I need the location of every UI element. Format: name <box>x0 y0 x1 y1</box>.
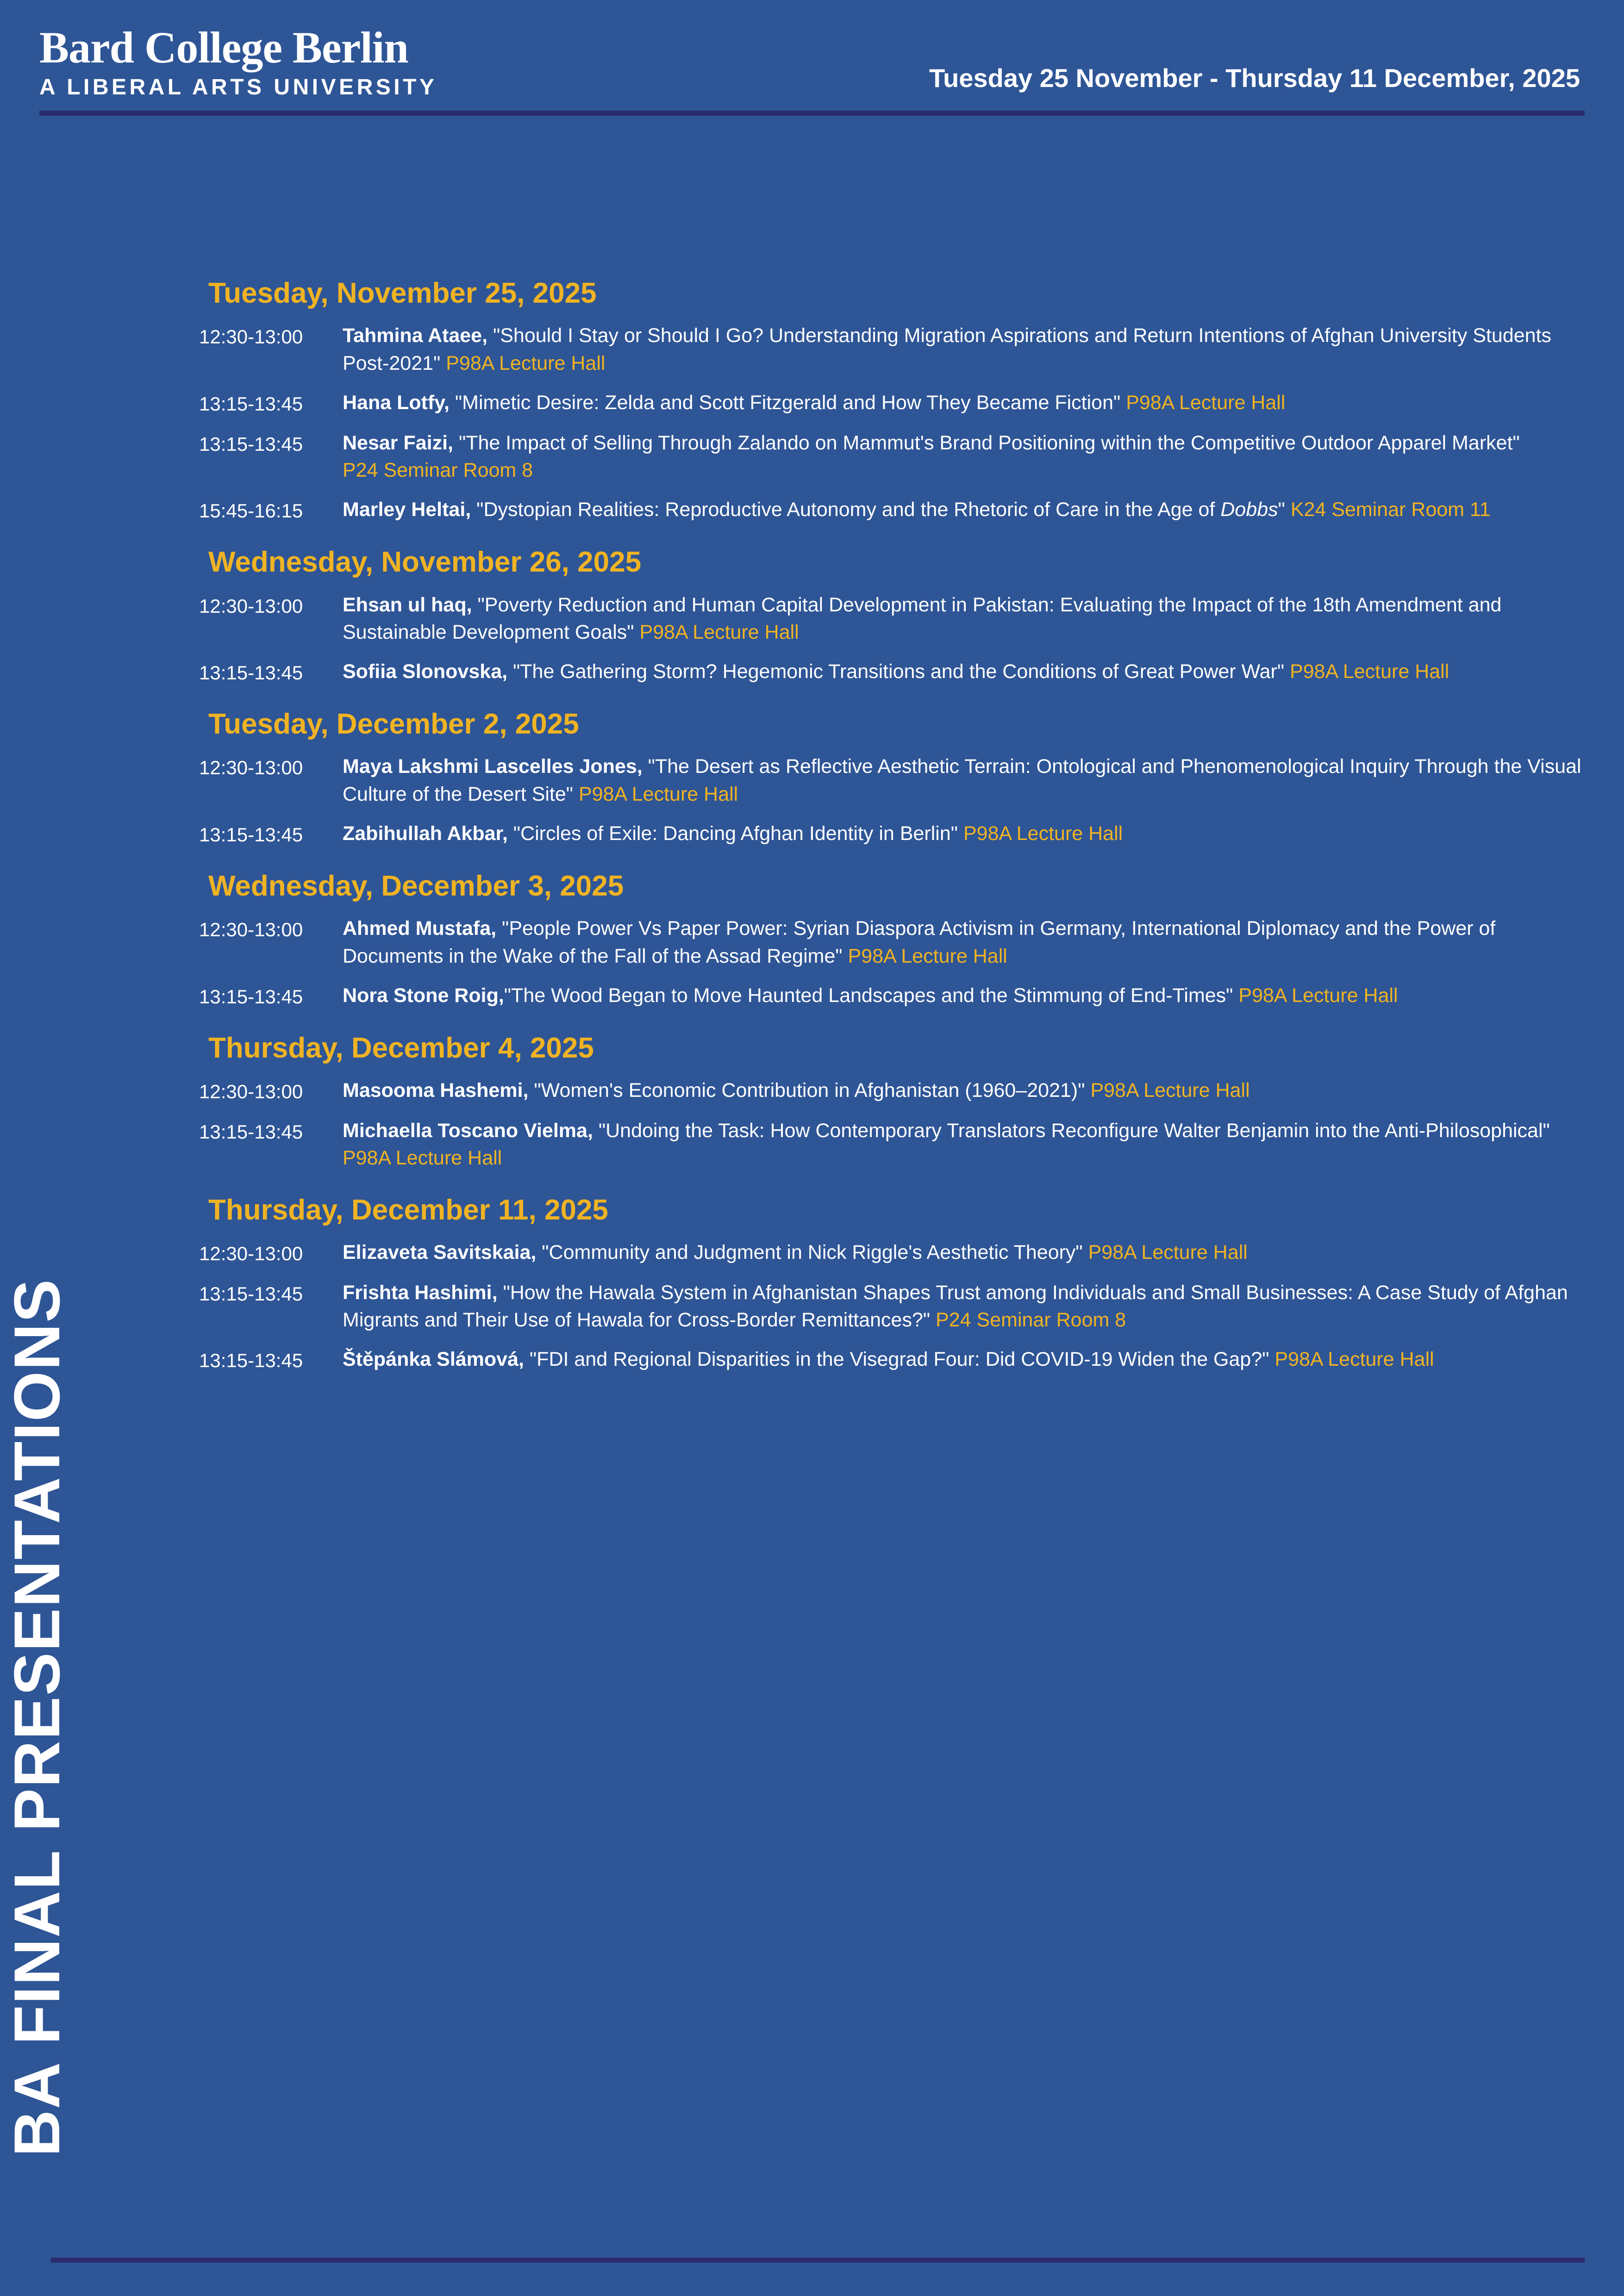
date-range: Tuesday 25 November - Thursday 11 December, 2025 <box>929 63 1580 93</box>
entry-time: 12:30-13:00 <box>199 919 303 941</box>
entry-time: 13:15-13:45 <box>199 662 303 684</box>
entry-room: K24 Seminar Room 11 <box>1290 498 1491 521</box>
entry-body <box>343 1077 1583 1104</box>
entry-body <box>343 753 1583 808</box>
entry-body <box>343 591 1583 647</box>
schedule-entry <box>199 658 1583 686</box>
entry-body <box>343 322 1583 377</box>
entry-room: P98A Lecture Hall <box>639 621 799 643</box>
day-block <box>199 871 1583 1010</box>
schedule-entry <box>199 1346 1583 1374</box>
vertical-title <box>0 259 157 2157</box>
entry-body <box>343 1239 1583 1266</box>
entry-time: 15:45-16:15 <box>199 500 303 522</box>
entry-body <box>343 982 1583 1009</box>
schedule-entry <box>199 753 1583 808</box>
entry-title: "Poverty Reduction and Human Capital Development in Pakistan: Evaluating the Impact of the 18th Amendment and Sustainable Development Goals" <box>343 593 1502 643</box>
day-heading: Tuesday, November 25, 2025 <box>208 277 597 309</box>
entry-title: "Circles of Exile: Dancing Afghan Identity in Berlin" <box>507 822 963 845</box>
entry-body <box>343 496 1583 523</box>
entry-speaker: Štěpánka Slámová, <box>343 1348 524 1371</box>
schedule-entry <box>199 591 1583 647</box>
entry-time: 12:30-13:00 <box>199 1080 303 1102</box>
entry-time: 12:30-13:00 <box>199 326 303 348</box>
entry-room: P98A Lecture Hall <box>1274 1348 1434 1371</box>
brand-subtitle: A LIBERAL ARTS UNIVERSITY <box>39 75 437 100</box>
entry-speaker: Maya Lakshmi Lascelles Jones, <box>343 755 643 778</box>
entry-speaker: Sofiia Slonovska, <box>343 660 508 683</box>
entry-room: P98A Lecture Hall <box>1088 1241 1248 1263</box>
schedule-entry <box>199 820 1583 848</box>
entry-body <box>343 915 1583 970</box>
entry-speaker: Ehsan ul haq, <box>343 593 472 616</box>
entry-room: P98A Lecture Hall <box>343 1147 502 1170</box>
entry-body <box>343 389 1583 417</box>
entry-body <box>343 1346 1583 1373</box>
entry-room: P98A Lecture Hall <box>848 945 1007 967</box>
entry-time: 13:15-13:45 <box>199 392 303 415</box>
entry-room: P98A Lecture Hall <box>1090 1079 1250 1101</box>
entry-title: "FDI and Regional Disparities in the Visegrad Four: Did COVID-19 Widen the Gap?" <box>524 1348 1275 1371</box>
schedule-entry <box>199 322 1583 377</box>
entry-room: P98A Lecture Hall <box>1238 984 1398 1007</box>
schedule-list <box>199 278 1583 1396</box>
schedule-entry <box>199 1077 1583 1105</box>
entry-room: P98A Lecture Hall <box>579 783 738 805</box>
schedule-entry <box>199 915 1583 970</box>
day-heading: Wednesday, November 26, 2025 <box>208 546 642 579</box>
day-heading: Thursday, December 11, 2025 <box>208 1194 608 1226</box>
day-block <box>199 1033 1583 1172</box>
entry-time: 13:15-13:45 <box>199 1120 303 1143</box>
entry-speaker: Elizaveta Savitskaia, <box>343 1241 537 1263</box>
day-heading: Wednesday, December 3, 2025 <box>208 870 624 902</box>
schedule-entry <box>199 982 1583 1010</box>
header-divider <box>39 111 1585 116</box>
entry-title: "Should I Stay or Should I Go? Understanding Migration Aspirations and Return Intentions of Afghan University Students Post-2021" <box>343 324 1552 374</box>
entry-speaker: Tahmina Ataee, <box>343 324 488 347</box>
entry-title: "The Gathering Storm? Hegemonic Transitions and the Conditions of Great Power War" <box>507 660 1290 683</box>
entry-speaker: Nesar Faizi, <box>343 431 453 454</box>
entry-speaker: Marley Heltai, <box>343 498 471 521</box>
schedule-entry <box>199 389 1583 417</box>
entry-room: P98A Lecture Hall <box>446 352 606 374</box>
entry-title: "Undoing the Task: How Contemporary Translators Reconfigure Walter Benjamin into the Anti-Philosophical" <box>593 1119 1550 1142</box>
footer-divider <box>51 2258 1585 2263</box>
entry-title: "People Power Vs Paper Power: Syrian Diaspora Activism in Germany, International Diplomacy and the Power of Documents in the Wake of the Fall of the Assad Regime" <box>343 917 1496 967</box>
brand-block <box>39 25 437 99</box>
schedule-entry <box>199 429 1583 485</box>
day-heading: Tuesday, December 2, 2025 <box>208 708 579 740</box>
entry-time: 13:15-13:45 <box>199 1350 303 1372</box>
entry-speaker: Ahmed Mustafa, <box>343 917 497 940</box>
entry-body <box>343 429 1583 485</box>
entry-time: 13:15-13:45 <box>199 433 303 455</box>
day-block <box>199 709 1583 848</box>
schedule-entry <box>199 1239 1583 1267</box>
entry-room: P24 Seminar Room 8 <box>936 1309 1126 1332</box>
entry-body <box>343 820 1583 847</box>
entry-room: P98A Lecture Hall <box>1290 660 1449 683</box>
schedule-entry <box>199 496 1583 524</box>
entry-title: "How the Hawala System in Afghanistan Shapes Trust among Individuals and Small Businesses: A Case Study of Afghan Migrants and Their Use of Hawala for Cross-Border Remittances?" <box>343 1281 1568 1332</box>
entry-body <box>343 1117 1583 1172</box>
entry-title: "The Desert as Reflective Aesthetic Terrain: Ontological and Phenomenological Inquiry Through the Visual Culture of the Desert Site" <box>343 755 1581 805</box>
entry-speaker: Hana Lotfy, <box>343 391 450 414</box>
entry-title: "Mimetic Desire: Zelda and Scott Fitzgerald and How They Became Fiction" <box>449 391 1126 414</box>
entry-title: "Community and Judgment in Nick Riggle's Aesthetic Theory" <box>536 1241 1088 1263</box>
entry-title: "Dystopian Realities: Reproductive Autonomy and the Rhetoric of Care in the Age of Dobbs" <box>471 498 1291 521</box>
entry-room: P24 Seminar Room 8 <box>343 459 533 482</box>
entry-body <box>343 1279 1583 1334</box>
entry-time: 12:30-13:00 <box>199 1242 303 1264</box>
entry-speaker: Zabihullah Akbar, <box>343 822 508 845</box>
day-block <box>199 547 1583 686</box>
entry-time: 13:15-13:45 <box>199 824 303 846</box>
entry-speaker: Masooma Hashemi, <box>343 1079 529 1101</box>
entry-time: 13:15-13:45 <box>199 1282 303 1305</box>
day-block <box>199 1195 1583 1375</box>
entry-time: 13:15-13:45 <box>199 985 303 1008</box>
entry-time: 12:30-13:00 <box>199 757 303 779</box>
day-heading: Thursday, December 4, 2025 <box>208 1032 594 1064</box>
entry-title: "The Impact of Selling Through Zalando on Mammut's Brand Positioning within the Competitive Outdoor Apparel Market" <box>453 431 1520 454</box>
day-block <box>199 278 1583 524</box>
entry-speaker: Frishta Hashimi, <box>343 1281 498 1304</box>
entry-body <box>343 658 1583 685</box>
entry-speaker: Nora Stone Roig, <box>343 984 504 1007</box>
entry-room: P98A Lecture Hall <box>1126 391 1286 414</box>
page-header <box>0 0 1624 99</box>
entry-title: "The Wood Began to Move Haunted Landscapes and the Stimmung of End-Times" <box>504 984 1239 1007</box>
brand-name: Bard College Berlin <box>39 23 408 72</box>
entry-speaker: Michaella Toscano Vielma, <box>343 1119 593 1142</box>
vertical-title-text: BA FINAL PRESENTATIONS <box>0 1278 73 2157</box>
schedule-entry <box>199 1117 1583 1172</box>
entry-room: P98A Lecture Hall <box>963 822 1123 845</box>
entry-time: 12:30-13:00 <box>199 595 303 617</box>
entry-title: "Women's Economic Contribution in Afghanistan (1960–2021)" <box>528 1079 1091 1101</box>
schedule-entry <box>199 1279 1583 1334</box>
